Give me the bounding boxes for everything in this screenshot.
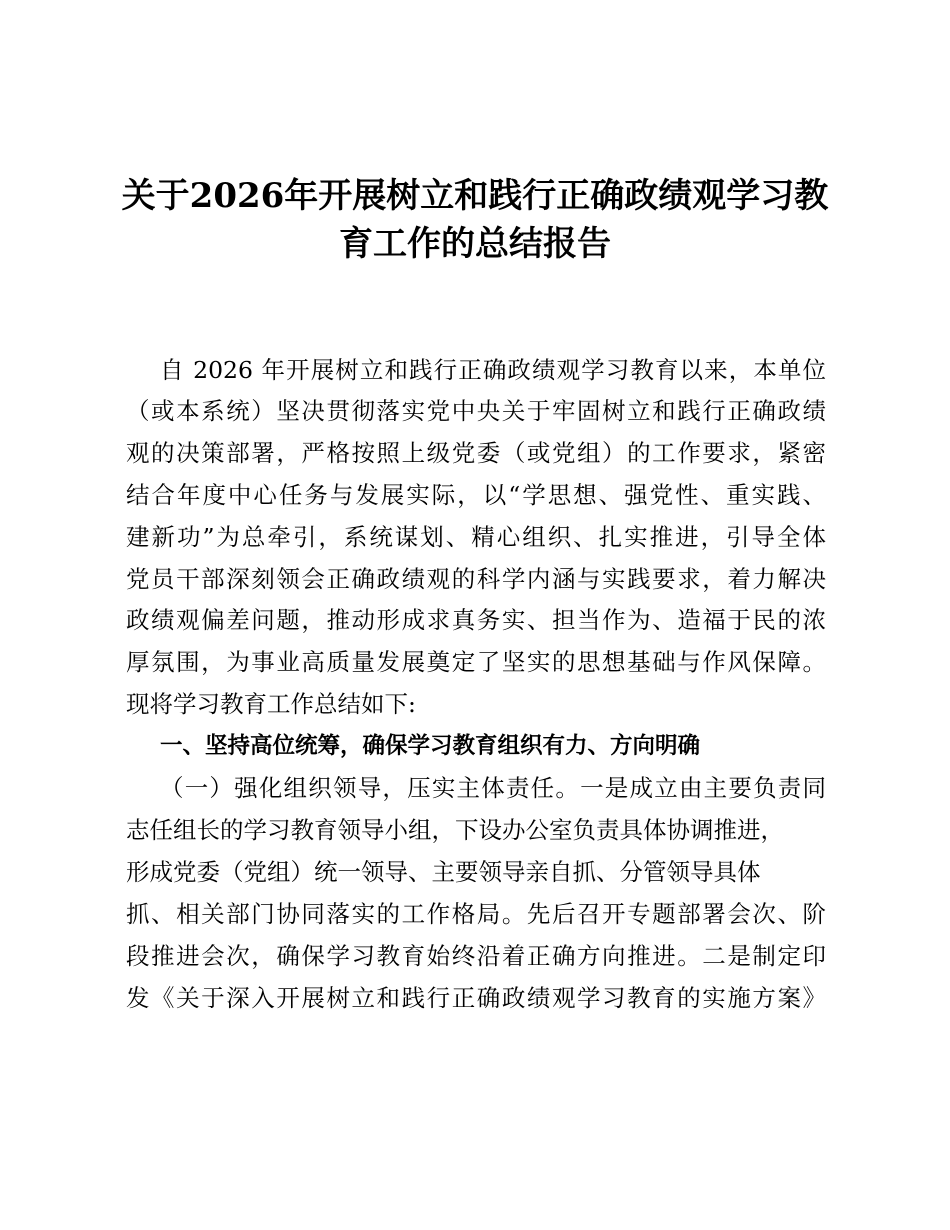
intro-line-8: 厚氛围，为事业高质量发展奠定了坚实的思想基础与作风保障。	[126, 648, 826, 676]
section-line-4: 抓、相关部门协同落实的工作格局。先后召开专题部署会次、阶	[126, 900, 826, 928]
section-line-3: 形成党委（党组）统一领导、主要领导亲自抓、分管领导具体	[126, 858, 761, 886]
section-line-2: 志任组长的学习教育领导小组，下设办公室负责具体协调推进，	[126, 816, 784, 844]
intro-line-7: 政绩观偏差问题，推动形成求真务实、担当作为、造福于民的浓	[126, 606, 826, 634]
document-title-line-1: 关于2026年开展树立和践行正确政绩观学习教	[121, 176, 829, 216]
section-heading: 一、坚持高位统筹，确保学习教育组织有力、方向明确	[160, 733, 701, 759]
intro-line-4: 结合年度中心任务与发展实际，以“学思想、强党性、重实践、	[126, 481, 826, 509]
intro-line-2: （或本系统）坚决贯彻落实党中央关于牢固树立和践行正确政绩	[126, 397, 826, 425]
document-title-line-2: 育工作的总结报告	[339, 224, 611, 264]
intro-line-1: 自 2026 年开展树立和践行正确政绩观学习教育以来，本单位	[160, 356, 826, 384]
intro-line-6: 党员干部深刻领会正确政绩观的科学内涵与实践要求，着力解决	[126, 565, 826, 593]
section-line-6: 发《关于深入开展树立和践行正确政绩观学习教育的实施方案》	[126, 984, 826, 1012]
intro-line-5: 建新功”为总牵引，系统谋划、精心组织、扎实推进，引导全体	[126, 523, 826, 551]
section-line-1: （一）强化组织领导，压实主体责任。一是成立由主要负责同	[160, 774, 826, 802]
section-line-5: 段推进会次，确保学习教育始终沿着正确方向推进。二是制定印	[126, 942, 826, 970]
intro-line-3: 观的决策部署，严格按照上级党委（或党组）的工作要求，紧密	[126, 439, 826, 467]
intro-line-9: 现将学习教育工作总结如下:	[126, 690, 416, 718]
